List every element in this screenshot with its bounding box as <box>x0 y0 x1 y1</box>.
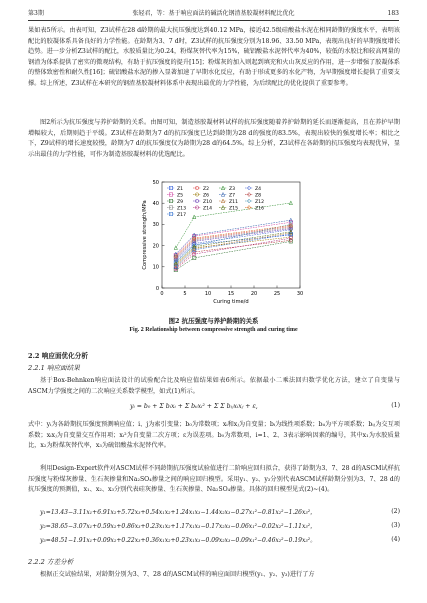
regression-paragraph: 利用Design-Expert软件对ASCM试样不同龄期抗压强度试验值进行二阶响应回归拟合，获得了龄期为3、7、28 d的ASCM试样抗压强度与粉煤灰掺量、生石灰掺量和Na₂SO₄掺量之间的响应回归模型。采用y₁、y₂、y₃分别代表ASCM试样龄期分别为3、7、28 d的抗压强度的预测值，x₁、x₂、x₃分别代表硅灰掺量、生石灰掺量、Na₂SO₄掺量。具体的回归模型见式(2)~(4)。 <box>28 465 400 494</box>
equation-3: y₂=38.65−3.07x₁+0.59x₂+0.86x₃+0.23x₁x₂+1.17x₁x₃−0.17x₂x₃−0.06x₁²−0.02x₂²−1.11x₃²， <box>40 523 317 530</box>
x-axis-label: Curing time/d <box>213 299 249 305</box>
chart-plot-group <box>142 180 303 305</box>
y-tick-label: 10 <box>152 264 159 271</box>
results-paragraph: 果如表5所示。由表可知，Z3试样在28 d龄期的最大抗压强度达到40.12 MPa，接近42.5级硅酸盐水泥在相同龄期的强度水平，表明该配比的胶凝体系具备良好的力学性能。在龄期为3、7 d时，Z3试样的抗压强度分别为18.96、33.50 MPa，表现出良好的早期强度增长趋势。进一步分析Z3试样的配比，水胶质量比为0.24，粉煤灰替代率为15%，硫铝酸盐水泥替代率为40%，较低的水胶比和较高网量的钢渣为体系提供了密实的微观结构，有助于抗压强度的提升[15]；粉煤灰的加入则起到填充和火山灰反应的作用，进一步增强了胶凝体系的整体致密性和耐久性[16]；硫铝酸盐水泥的掺入显著加速了早期水化反应，有助于形成更多的水化产物，为早期强度增长提供了重要支撑。综上所述，Z3试样在本研究的钢渣基胶凝材料体系中表现出最优的力学性能，为后续配比的优化提供了重要参考。 <box>28 27 400 87</box>
legend-label: Z3 <box>229 186 236 192</box>
legend-label: Z2 <box>203 186 210 192</box>
anova-paragraph: 根据正交试验结果，对龄期分别为3、7、28 d的ASCM试样的响应面回归模型(y₁、y₂、y₃)进行了方 <box>40 571 315 578</box>
legend-label: Z5 <box>177 193 184 199</box>
page-number: 183 <box>387 10 399 17</box>
figure-caption-en: Fig. 2 Relationship between compressive strength and curing time <box>129 327 298 333</box>
issue-number: 第3期 <box>28 10 44 17</box>
equation-4: y₃=48.51−1.91x₁+0.09x₂+0.22x₃+0.36x₁x₂+0.23x₁x₃−0.09x₂x₃−0.09x₁²−0.46x₂²−0.19x₃²。 <box>40 537 317 544</box>
x-tick-label: 5 <box>183 291 187 297</box>
y-tick-label: 0 <box>155 285 159 292</box>
legend-label: Z12 <box>255 199 264 205</box>
data-point <box>289 218 292 222</box>
x-tick-label: 25 <box>273 291 281 297</box>
legend-label: Z9 <box>177 199 184 205</box>
legend-label: Z11 <box>229 199 238 205</box>
x-tick-label: 15 <box>227 291 235 297</box>
equation-1-number: (1) <box>391 402 400 409</box>
x-tick-label: 0 <box>160 291 164 297</box>
equation-1: yᵢ = b₀ + Σ bᵢxᵢ + Σ bᵢᵢxᵢ² + Σ Σ bᵢⱼxᵢxⱼ + ε, <box>130 403 258 410</box>
y-axis-label: Compressive strength/MPa <box>142 200 148 270</box>
legend-label: Z17 <box>177 212 186 218</box>
figure-discussion-paragraph: 图2所示为抗压强度与养护龄期的关系。由图可知，制造基胶凝材料试样的抗压强度随着养护龄期的延长而逐渐提高，且在养护早期增幅较大，后期则趋于平缓。Z3试样在龄期为7 d的抗压强度已达到龄期为28 d的强度的83.5%，表现出较快的强度增长率；相比之下，Z9试样的增长速度较慢，龄期为7 d的抗压强度仅为龄期为28 d的64.5%。综上分析，Z3试样在各龄期的抗压强度均表现优异，显示出最佳的力学性能，可作为制造基胶凝材料的优选配比。 <box>28 119 400 158</box>
legend-label: Z16 <box>255 206 264 212</box>
equation-2-number: (2) <box>391 508 400 515</box>
figure-caption-cn: 图2 抗压强度与养护龄期的关系 <box>168 317 259 325</box>
running-header <box>28 8 399 21</box>
running-title: 张轻君，等：基于响应面法的碱活化钢渣基胶凝材料配比优化 <box>132 10 295 17</box>
x-tick-label: 20 <box>250 291 258 297</box>
x-tick-label: 10 <box>204 291 212 297</box>
equation-4-number: (4) <box>391 536 400 543</box>
section-heading-2-2: 2.2 响应面优化分析 <box>28 352 88 360</box>
y-tick-label: 30 <box>152 222 159 229</box>
legend-label: Z10 <box>203 199 212 205</box>
y-tick-label: 40 <box>152 201 159 207</box>
legend-label: Z14 <box>203 206 212 212</box>
legend-label: Z6 <box>203 193 210 199</box>
legend-label: Z4 <box>255 186 262 192</box>
equation-2: y₁=13.43−3.11x₁+6.91x₂+5.72x₃+0.54x₁x₂+1.24x₁x₃−1.44x₂x₃−0.27x₁²−0.81x₂²−1.26x₃²， <box>40 509 317 516</box>
legend-label: Z8 <box>255 193 262 199</box>
equation-3-number: (3) <box>391 522 400 529</box>
legend-label: Z7 <box>229 193 236 199</box>
y-tick-label: 50 <box>152 179 159 186</box>
section-heading-2-2-2: 2.2.2 方差分析 <box>28 558 74 566</box>
legend-label: Z13 <box>177 206 186 212</box>
rsm-intro-paragraph: 基于Box-Behnken响应面法设计的试验配合比及响应值结果如表6所示。依据最小二乘法回归数学优化方法，建立了自变量与ASCM力学强度之间的二次响应关系数学模型，如式(1)所示。 <box>28 377 400 395</box>
data-point <box>289 201 292 205</box>
symbol-definitions-paragraph: 式中：yᵢ为各龄期抗压强度预测响应值；i、j为索引变量；b₀为常数项；xᵢ和xⱼ为自变量；bᵢ为线性项系数；bᵢᵢ为平方项系数；bᵢⱼ为交互项系数；xᵢxⱼ为自变量交互作用项；xᵢ²为自变量二次方项；ε为误差项。b₀为常数项，i=1、2、3表示影响因素的编号，其中x₁为水胶质量比，x₂为粉煤灰替代率，x₃为硫铝酸盐水泥替代率。 <box>28 421 400 450</box>
y-tick-label: 20 <box>152 243 159 250</box>
section-heading-2-2-1: 2.2.1 响应面结果 <box>28 364 80 372</box>
legend-label: Z1 <box>177 186 184 192</box>
x-tick-label: 30 <box>296 291 304 297</box>
strength-curing-chart <box>0 176 427 314</box>
legend-label: Z15 <box>229 206 238 212</box>
